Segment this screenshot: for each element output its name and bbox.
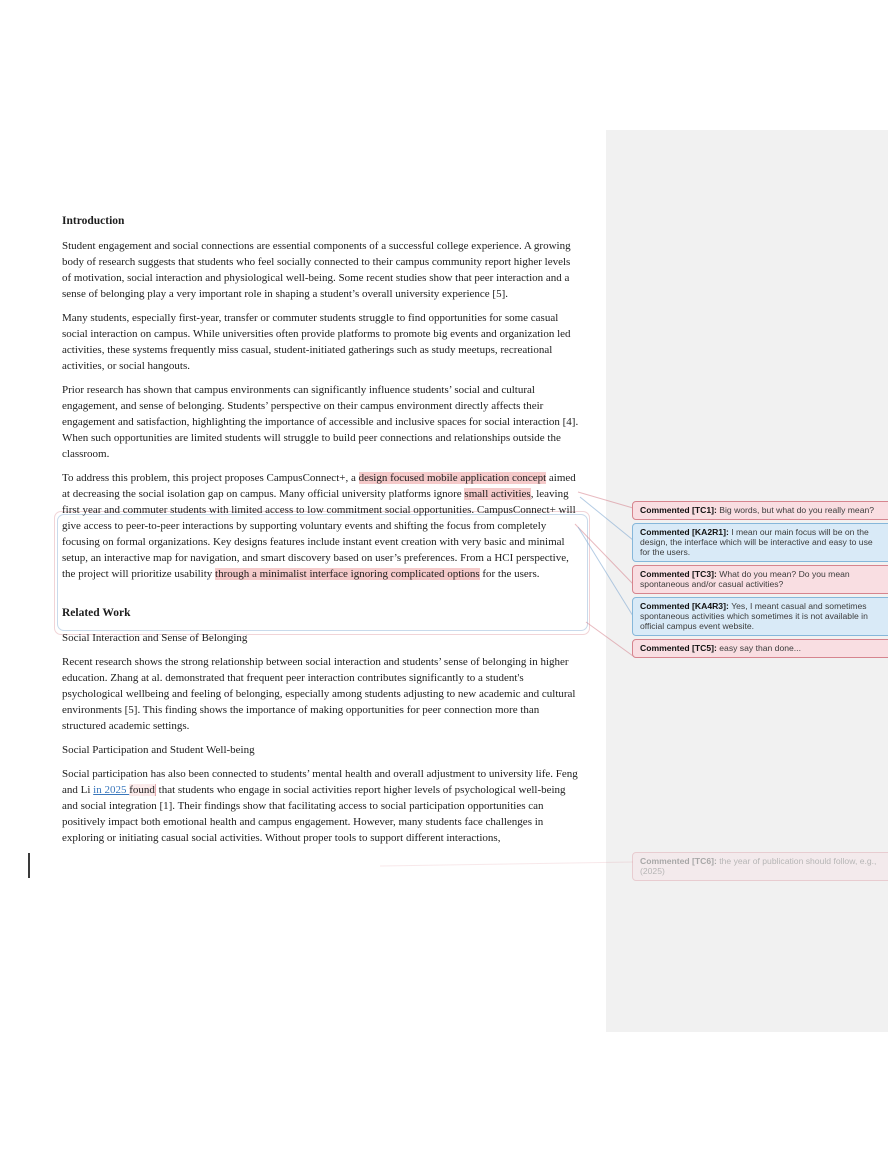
commented-text-highlight: small activities (464, 488, 531, 500)
commented-text-highlight: through a minimalist interface ignoring complicated options (215, 568, 480, 580)
paragraph (62, 654, 579, 734)
text-run: Prior research has shown that campus environments can significantly influence students’ social and cultural engagement, and sense of belonging. Students’ perspective on their campus environment directly affects their engagement and satisfaction, highlighting the importance of accessible and inclusive spaces for social interaction [4]. When such opportunities are limited students will struggle to build peer connections and relationships outside the classroom. (62, 384, 579, 460)
comment-list (632, 501, 888, 876)
tracked-insertion: in 2025 (93, 784, 130, 796)
comment-KA2R1[interactable]: Commented [KA2R1]: I mean our main focus will be on the design, the interface which will be interactive and easy to use for the users. (632, 523, 888, 562)
text-run: , leaving first year and commuter students with limited access to low commitment social opportunities. CampusConnect+ will give access to peer-to-peer interactions by supporting voluntary events and shifting the focus from completely focusing on formal organizations. Key designs features include instant event creation with very basic and minimal setup, an interactive map for navigation, and smart discovery based on user’s preferences. From a HCI perspective, the project will prioritize usability (62, 488, 576, 580)
text-run: for the users. (479, 568, 540, 580)
tracked-change-bar (28, 853, 30, 878)
text-run: Recent research shows the strong relationship between social interaction and students’ sense of belonging in higher education. Zhang at al. demonstrated that frequent peer interaction contributes significantly to a student's psychological wellbeing and feeling of belonging, especially among students adjusting to new academic and cultural environments [5]. This finding shows the importance of making opportunities for peer connection more than structured academic settings. (62, 656, 576, 732)
paragraph (62, 310, 579, 374)
section-heading: Introduction (62, 215, 125, 227)
comment-author-label: Commented [KA4R3]: (640, 601, 732, 611)
section-heading: Related Work (62, 607, 131, 619)
comment-author-label: Commented [TC3]: (640, 569, 720, 579)
comment-TC6[interactable]: Commented [TC6]: the year of publication should follow, e.g., (2025) (632, 852, 888, 881)
comment-author-label: Commented [TC1]: (640, 505, 720, 515)
paragraph (62, 470, 579, 582)
commented-text-highlight: design focused mobile application concept (358, 472, 547, 484)
comment-TC3[interactable]: Commented [TC3]: What do you mean? Do you mean spontaneous and/or casual activities? (632, 565, 888, 594)
document-body[interactable] (62, 213, 579, 854)
text-run: Many students, especially first-year, transfer or commuter students struggle to find opportunities for some casual social interaction on campus. While universities often provide platforms to promote big events and organization led activities, these systems frequently miss casual, student-initiated gatherings such as study meetups, recreational activities, or social hangouts. (62, 312, 571, 372)
comment-TC5[interactable]: Commented [TC5]: easy say than done... (632, 639, 888, 658)
text-run: To address this problem, this project proposes CampusConnect+, a (62, 472, 359, 484)
paragraph (62, 238, 579, 302)
subsection-heading: Social Participation and Student Well-being (62, 744, 255, 756)
comment-TC1[interactable]: Commented [TC1]: Big words, but what do you really mean? (632, 501, 888, 520)
commented-text-highlight: found (129, 784, 155, 796)
paragraph (62, 382, 579, 462)
comment-author-label: Commented [TC5]: (640, 643, 720, 653)
paragraph (62, 766, 579, 846)
subsection-heading: Social Interaction and Sense of Belonging (62, 632, 248, 644)
comment-author-label: Commented [KA2R1]: (640, 527, 732, 537)
text-run: aimed at decreasing the social isolation gap on campus. Many official university platforms ignore (62, 472, 576, 500)
text-run: Social participation has also been connected to students’ mental health and overall adjustment to university life. Feng and Li (62, 768, 578, 796)
comment-author-label: Commented [TC6]: (640, 856, 720, 866)
comment-KA4R3[interactable]: Commented [KA4R3]: Yes, I meant casual and sometimes spontaneous activities which sometimes it is not available in official campus event website. (632, 597, 888, 636)
text-run: Student engagement and social connections are essential components of a successful college experience. A growing body of research suggests that students who feel socially connected to their campus community report higher levels of motivation, social interaction and physiological well-being. Some recent studies show that peer interaction and a sense of belonging play a very important role in shaping a student’s overall university experience [5]. (62, 240, 571, 300)
text-run: that students who engage in social activities report higher levels of psychological well-being and social integration [1]. Their findings show that facilitating access to social participation opportunities can positively impact both emotional health and campus engagement. However, many students face challenges in exploring or initiating casual social activities. Without proper tools to support different interactions, (62, 784, 566, 844)
